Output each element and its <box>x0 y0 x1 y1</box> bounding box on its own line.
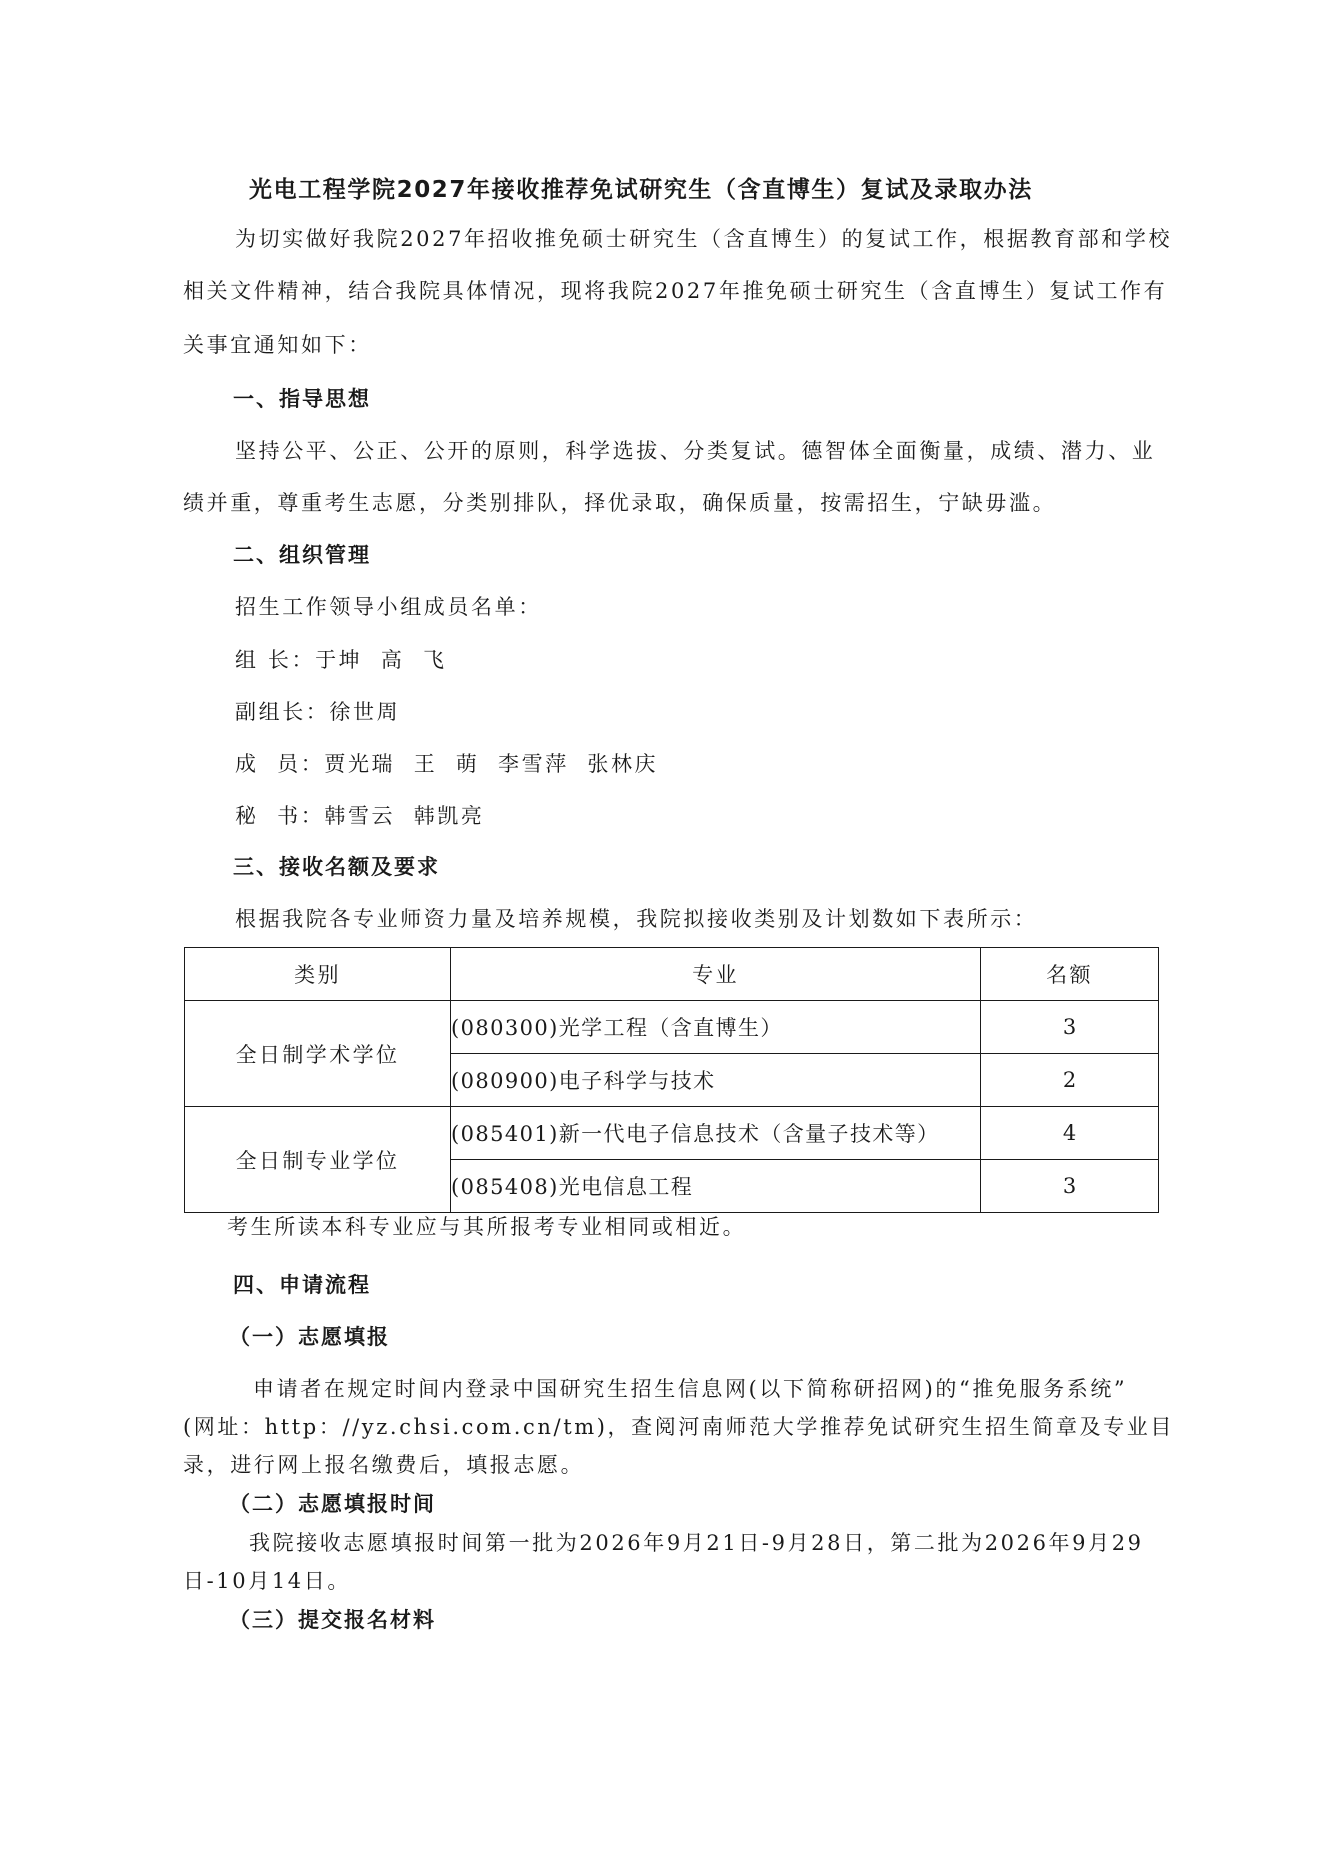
column-header-quota: 名额 <box>981 948 1159 1001</box>
section1-line-1: 坚持公平、公正、公开的原则，科学选拔、分类复试。德智体全面衡量，成绩、潜力、业 <box>235 439 1156 463</box>
subsection-heading-filing-time: （二）志愿填报时间 <box>229 1491 436 1516</box>
sub1-line-3: 录，进行网上报名缴费后，填报志愿。 <box>183 1453 585 1477</box>
section-heading-quota: 三、接收名额及要求 <box>233 855 440 879</box>
member-role: 秘 书： <box>235 804 325 828</box>
subsection-heading-submit-materials: （三）提交报名材料 <box>229 1607 436 1632</box>
sub1-line-2: (网址：http：//yz.chsi.com.cn/tm)，查阅河南师范大学推荐免试研究生招生简章及专业目 <box>183 1415 1174 1439</box>
sub1-line-1: 申请者在规定时间内登录中国研究生招生信息网(以下简称研招网)的“推免服务系统” <box>253 1377 1128 1401</box>
major-cell: (085408)光电信息工程 <box>451 1160 981 1213</box>
committee-list-intro: 招生工作领导小组成员名单： <box>235 595 542 619</box>
intro-line-1: 为切实做好我院2027年招收推免硕士研究生（含直博生）的复试工作，根据教育部和学校 <box>235 227 1173 251</box>
column-header-major: 专业 <box>451 948 981 1001</box>
major-cell: (080900)电子科学与技术 <box>451 1054 981 1107</box>
member-names: 贾光瑞 王 萌 李雪萍 张林庆 <box>324 752 659 776</box>
table-row <box>185 1107 1159 1160</box>
member-role: 组 长： <box>235 648 316 672</box>
member-role: 成 员： <box>235 752 325 776</box>
quota-cell: 3 <box>981 1001 1159 1054</box>
quota-cell: 2 <box>981 1054 1159 1107</box>
section1-line-2: 绩并重，尊重考生志愿，分类别排队，择优录取，确保质量，按需招生，宁缺毋滥。 <box>183 491 1057 515</box>
category-cell: 全日制专业学位 <box>185 1107 451 1213</box>
section-heading-organization: 二、组织管理 <box>233 543 371 567</box>
member-role: 副组长： <box>235 700 330 724</box>
table-row <box>185 1001 1159 1054</box>
table-header-row <box>185 948 1159 1001</box>
member-names: 于坤 高 飞 <box>315 648 447 672</box>
quota-table <box>184 947 1159 1213</box>
document-title: 光电工程学院2027年接收推荐免试研究生（含直博生）复试及录取办法 <box>249 177 1033 203</box>
committee-member-row <box>235 749 658 779</box>
section-heading-application-process: 四、申请流程 <box>233 1273 371 1297</box>
quota-cell: 3 <box>981 1160 1159 1213</box>
major-cell: (080300)光学工程（含直博生） <box>451 1001 981 1054</box>
member-names: 韩雪云 韩凯亮 <box>324 804 485 828</box>
quota-table-intro: 根据我院各专业师资力量及培养规模，我院拟接收类别及计划数如下表所示： <box>235 907 1038 931</box>
category-cell: 全日制学术学位 <box>185 1001 451 1107</box>
subsection-heading-volunteer-filing: （一）志愿填报 <box>229 1324 390 1349</box>
quota-table-note: 考生所读本科专业应与其所报考专业相同或相近。 <box>227 1215 747 1239</box>
committee-member-row <box>235 697 400 727</box>
sub2-line-1: 我院接收志愿填报时间第一批为2026年9月21日-9月28日，第二批为2026年9月29 <box>249 1531 1144 1555</box>
section-heading-guiding-principles: 一、指导思想 <box>233 387 371 411</box>
committee-member-row <box>235 801 485 831</box>
committee-member-row <box>235 645 447 675</box>
intro-line-2: 相关文件精神，结合我院具体情况，现将我院2027年推免硕士研究生（含直博生）复试工作有 <box>183 279 1168 303</box>
member-names: 徐世周 <box>329 700 401 724</box>
sub2-line-2: 日-10月14日。 <box>183 1569 351 1593</box>
major-cell: (085401)新一代电子信息技术（含量子技术等） <box>451 1107 981 1160</box>
column-header-category: 类别 <box>185 948 451 1001</box>
quota-cell: 4 <box>981 1107 1159 1160</box>
intro-line-3: 关事宜通知如下： <box>183 333 372 357</box>
